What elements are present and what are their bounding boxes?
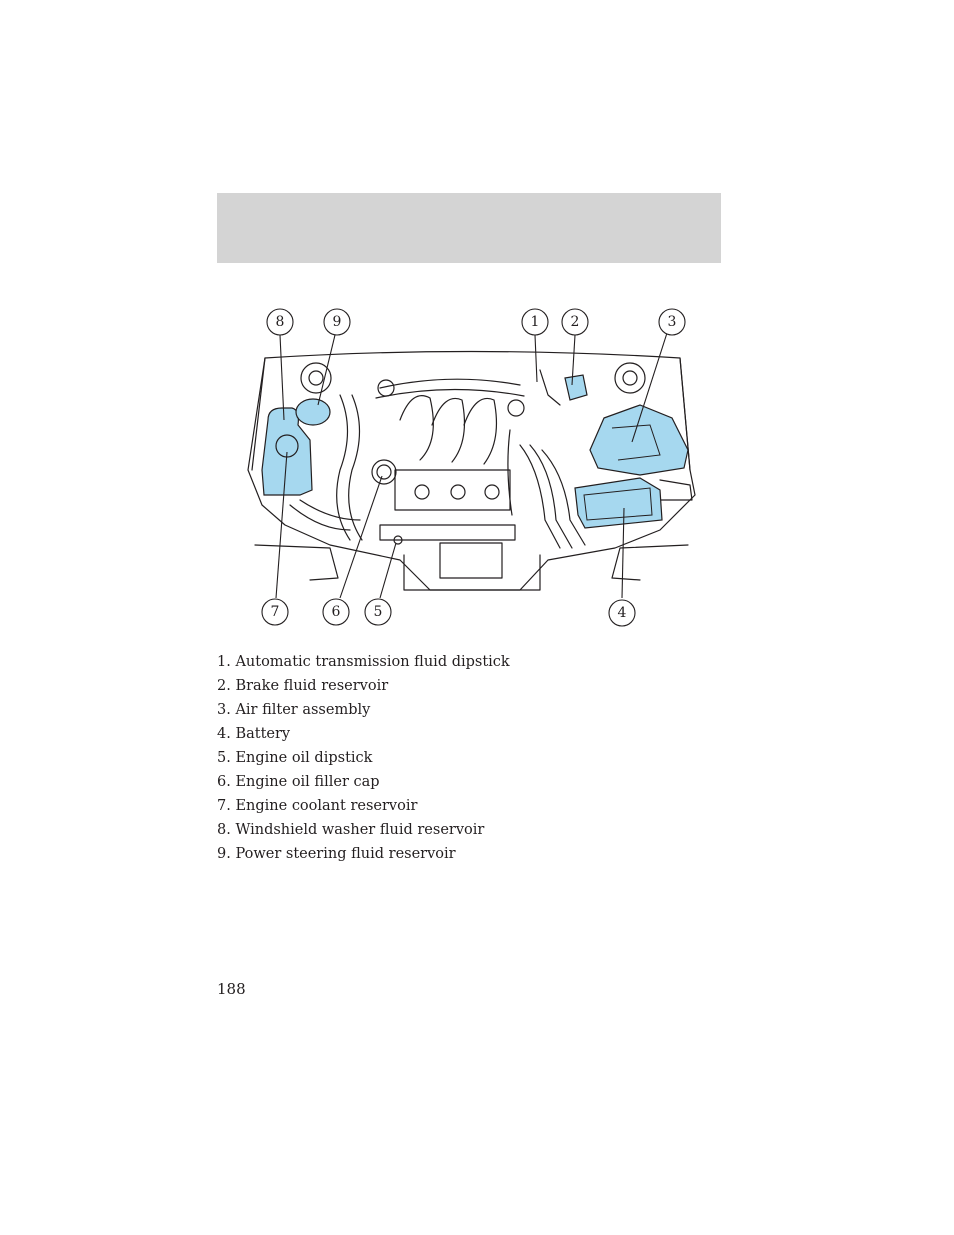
callout-6-number: 6 [331,604,341,620]
callout-9 [324,309,350,335]
legend-item: 3. Air filter assembly [217,702,371,718]
engine-compartment-diagram [240,300,700,635]
callout-3-number: 3 [667,314,677,330]
callout-5 [365,599,391,625]
callout-8 [267,309,293,335]
callout-8-number: 8 [275,314,285,330]
legend-item: 6. Engine oil filler cap [217,774,380,790]
callout-5-number: 5 [373,604,383,620]
header-band [217,193,721,263]
callout-9-number: 9 [332,314,342,330]
callout-6 [323,599,349,625]
callout-7-number: 7 [270,604,280,620]
callout-4 [609,600,635,626]
legend-item: 9. Power steering fluid reservoir [217,846,456,862]
callout-2-number: 2 [570,314,580,330]
legend-item: 8. Windshield washer fluid reservoir [217,822,485,838]
legend-item: 4. Battery [217,726,291,742]
callout-1 [522,309,548,335]
callout-2 [562,309,588,335]
component-legend [217,650,510,866]
page-number: 188 [217,980,246,998]
callout-7 [262,599,288,625]
legend-item: 2. Brake fluid reservoir [217,678,389,694]
legend-item: 5. Engine oil dipstick [217,750,373,766]
callout-3 [659,309,685,335]
callout-1-number: 1 [530,314,540,330]
legend-item: 1. Automatic transmission fluid dipstick [217,654,510,670]
legend-item: 7. Engine coolant reservoir [217,798,418,814]
callout-4-number: 4 [617,605,627,621]
